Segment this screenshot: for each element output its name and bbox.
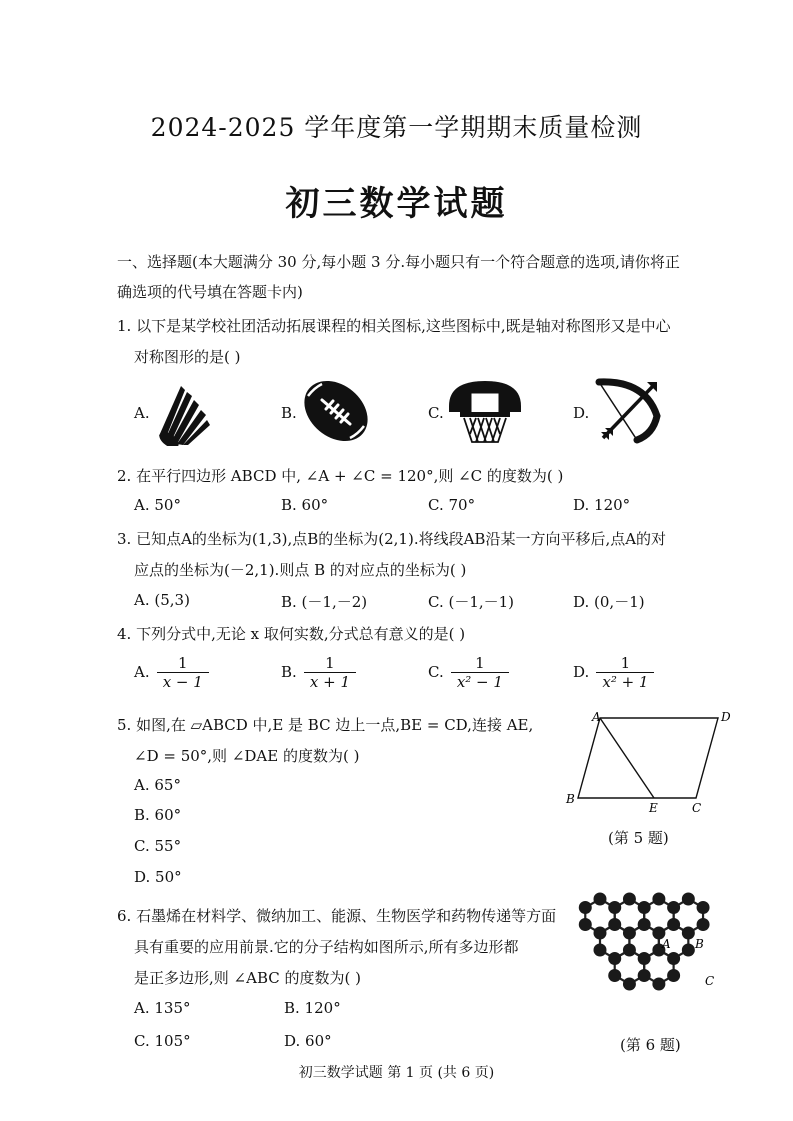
graphene-atom xyxy=(682,893,695,906)
section-heading-line1: 一、选择题(本大题满分 30 分,每小题 3 分.每小题只有一个符合题意的选项,请你将正 xyxy=(117,253,680,271)
q5-option-b: B. 60° xyxy=(134,806,182,824)
bow-and-arrow-icon xyxy=(593,376,663,446)
q5-stem-line1: 5. 如图,在 ▱ABCD 中,E 是 BC 边上一点,BE = CD,连接 AE, xyxy=(117,716,534,734)
graphene-atom xyxy=(652,978,665,991)
graphene-atom xyxy=(623,927,636,940)
q5-label-e: E xyxy=(649,801,658,815)
graphene-atom xyxy=(697,918,710,931)
q6-graphene-structure-figure xyxy=(578,890,728,1010)
q4-option-b xyxy=(281,654,356,691)
fraction-denominator: x − 1 xyxy=(157,672,209,691)
graphene-atom xyxy=(594,944,607,957)
rugby-ball-icon xyxy=(300,378,372,444)
q6-stem-line3: 是正多边形,则 ∠ABC 的度数为( ) xyxy=(134,969,361,987)
q6-label-a: A xyxy=(662,937,671,951)
fraction-denominator: x² − 1 xyxy=(451,672,509,691)
graphene-atom xyxy=(579,918,592,931)
q4-option-a-label: A. xyxy=(134,663,150,681)
q3-stem-line1: 3. 已知点A的坐标为(1,3),点B的坐标为(2,1).将线段AB沿某一方向平移后,点A的对 xyxy=(117,530,667,548)
graphene-atom xyxy=(638,918,651,931)
q1-option-c-label: C. xyxy=(428,404,444,422)
q5-label-b: B xyxy=(566,792,575,806)
q6-label-c: C xyxy=(705,974,715,988)
q3-option-b: B. (－1,－2) xyxy=(281,593,368,611)
q6-stem-line2: 具有重要的应用前景.它的分子结构如图所示,所有多边形都 xyxy=(134,938,519,956)
fraction-numerator: 1 xyxy=(325,654,335,672)
q4-option-d-fraction xyxy=(596,654,654,691)
fraction-numerator: 1 xyxy=(620,654,631,672)
q6-option-d: D. 60° xyxy=(284,1032,332,1050)
graphene-atom xyxy=(623,978,636,991)
q3-option-c: C. (－1,－1) xyxy=(428,593,515,611)
q4-option-b-fraction xyxy=(304,654,356,691)
q2-option-d: D. 120° xyxy=(573,496,631,514)
q4-stem: 4. 下列分式中,无论 x 取何实数,分式总有意义的是( ) xyxy=(117,625,466,643)
parallelogram-abcd xyxy=(578,718,718,798)
graphene-atom xyxy=(638,969,651,982)
q1-option-a-label: A. xyxy=(134,404,150,422)
q2-option-c: C. 70° xyxy=(428,496,476,514)
badminton-shuttlecock-icon xyxy=(155,378,215,446)
exam-subject: 初三数学试题 xyxy=(285,184,508,224)
fraction-denominator: x² + 1 xyxy=(596,672,654,691)
q3-option-a: A. (5,3) xyxy=(134,591,190,609)
q5-option-a: A. 65° xyxy=(134,776,181,794)
q6-option-b: B. 120° xyxy=(284,999,341,1017)
q5-label-c: C xyxy=(692,801,702,815)
q2-stem: 2. 在平行四边形 ABCD 中, ∠A + ∠C = 120°,则 ∠C 的度数为( ) xyxy=(117,467,564,485)
graphene-atom xyxy=(682,944,695,957)
q6-stem-line1: 6. 石墨烯在材料学、微纳加工、能源、生物医学和药物传递等方面 xyxy=(117,907,557,925)
graphene-atom xyxy=(667,969,680,982)
q6-option-c: C. 105° xyxy=(134,1032,191,1050)
graphene-atom xyxy=(608,918,621,931)
q4-option-a-fraction xyxy=(157,654,209,691)
q5-option-c: C. 55° xyxy=(134,837,182,855)
q4-option-d-label: D. xyxy=(573,663,590,681)
graphene-atom xyxy=(608,969,621,982)
q1-option-d-label: D. xyxy=(573,404,590,422)
graphene-atom xyxy=(697,901,710,914)
graphene-atom xyxy=(579,901,592,914)
graphene-atom xyxy=(623,893,636,906)
fraction-numerator: 1 xyxy=(475,654,485,672)
q5-figure-caption: (第 5 题) xyxy=(608,829,669,847)
q2-option-a: A. 50° xyxy=(134,496,181,514)
q4-option-b-label: B. xyxy=(281,663,297,681)
q4-option-d xyxy=(573,654,654,691)
graphene-atom xyxy=(638,901,651,914)
q5-label-a: A xyxy=(592,710,601,724)
q3-option-d: D. (0,－1) xyxy=(573,593,645,611)
graphene-atom xyxy=(682,927,695,940)
q4-option-c-fraction xyxy=(451,654,509,691)
graphene-atom xyxy=(594,927,607,940)
q4-option-c-label: C. xyxy=(428,663,444,681)
graphene-atom xyxy=(608,901,621,914)
segment-ae xyxy=(600,718,654,798)
graphene-atom xyxy=(667,901,680,914)
q5-parallelogram-figure xyxy=(560,708,740,818)
graphene-atom xyxy=(594,893,607,906)
section-heading-line2: 确选项的代号填在答题卡内) xyxy=(117,283,303,301)
q6-label-b: B xyxy=(695,937,704,951)
q5-option-d: D. 50° xyxy=(134,868,182,886)
q2-option-b: B. 60° xyxy=(281,496,329,514)
q3-stem-line2: 应点的坐标为(－2,1).则点 B 的对应点的坐标为( ) xyxy=(134,561,467,579)
graphene-atom xyxy=(623,944,636,957)
q6-figure-caption: (第 6 题) xyxy=(620,1036,681,1054)
graphene-atom xyxy=(667,918,680,931)
q5-stem-line2: ∠D = 50°,则 ∠DAE 的度数为( ) xyxy=(134,747,360,765)
q4-option-c xyxy=(428,654,509,691)
basketball-hoop-icon xyxy=(446,378,524,446)
graphene-atom xyxy=(638,952,651,965)
q6-option-a: A. 135° xyxy=(134,999,191,1017)
q1-option-b-label: B. xyxy=(281,404,297,422)
q1-stem-line1: 1. 以下是某学校社团活动拓展课程的相关图标,这些图标中,既是轴对称图形又是中心 xyxy=(117,317,671,335)
q5-label-d: D xyxy=(721,710,731,724)
fraction-denominator: x + 1 xyxy=(304,672,356,691)
graphene-atom xyxy=(667,952,680,965)
graphene-atom xyxy=(652,893,665,906)
q1-stem-line2: 对称图形的是( ) xyxy=(134,348,241,366)
q4-option-a xyxy=(134,654,209,691)
graphene-atom xyxy=(608,952,621,965)
fraction-numerator: 1 xyxy=(177,654,188,672)
exam-title: 2024-2025 学年度第一学期期末质量检测 xyxy=(150,113,643,142)
page-footer: 初三数学试题 第 1 页 (共 6 页) xyxy=(298,1065,495,1081)
